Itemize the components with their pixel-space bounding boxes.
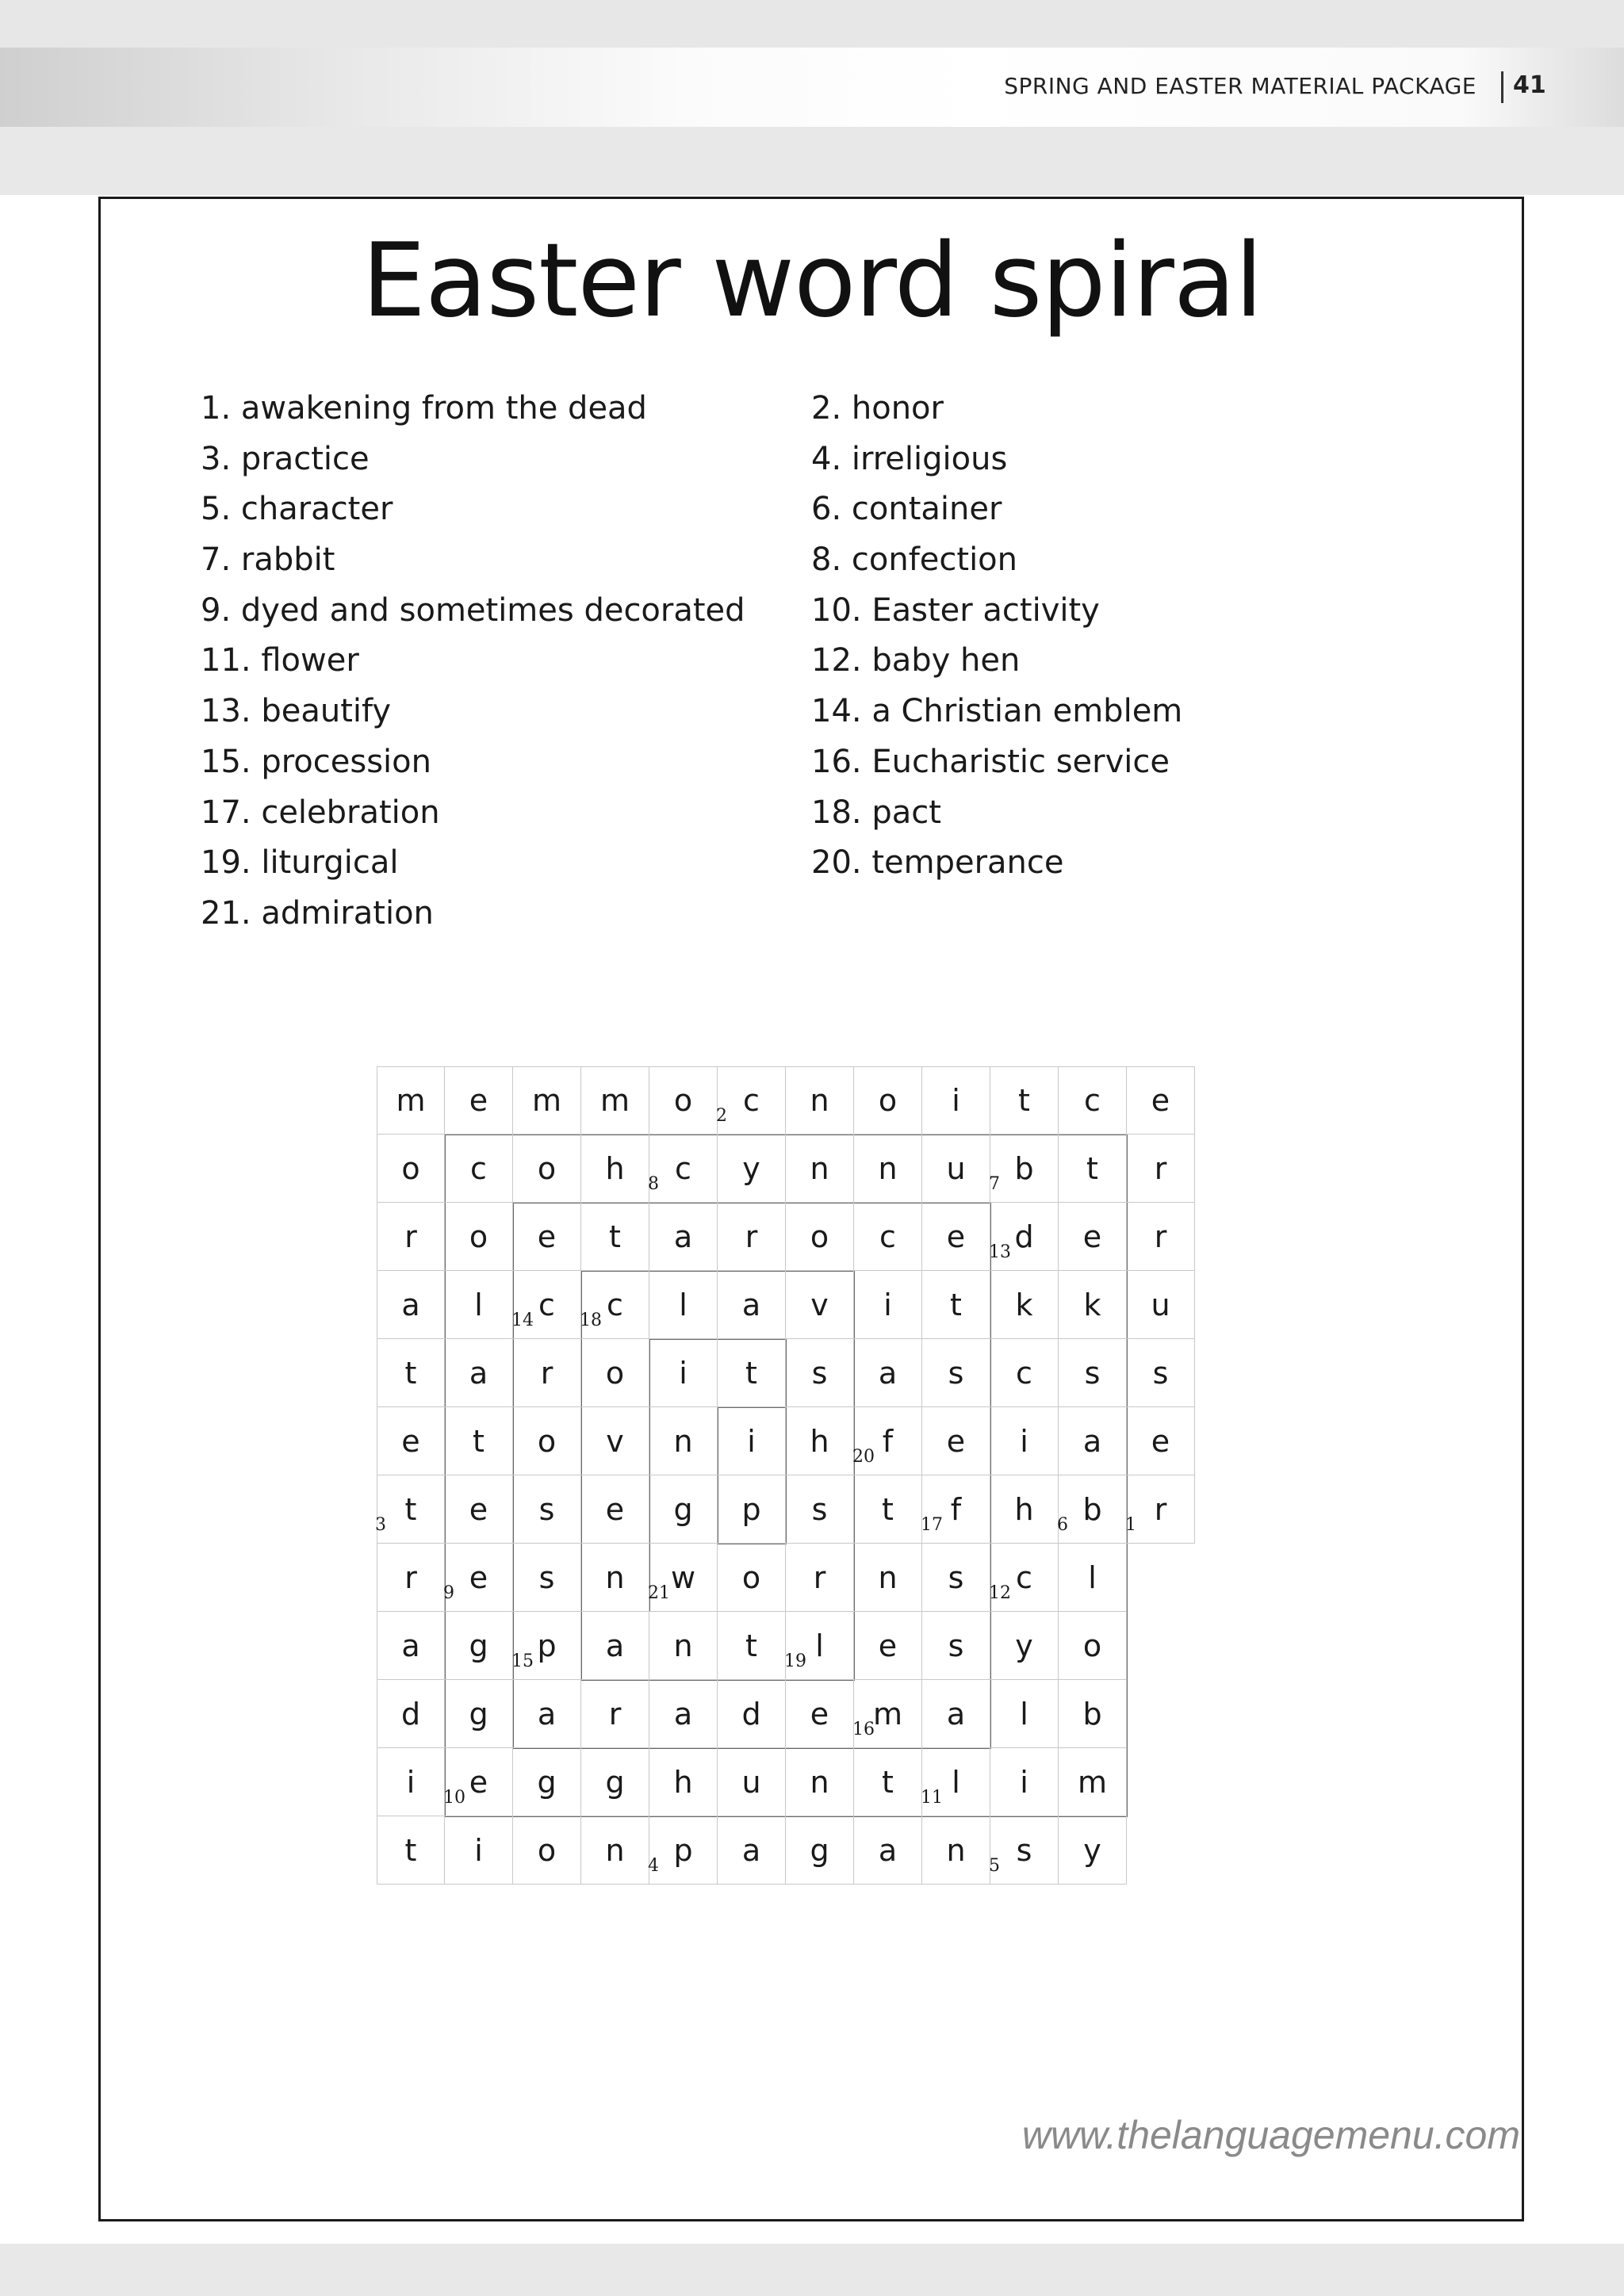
grid-cell: i — [718, 1407, 786, 1475]
grid-cell: c — [649, 1135, 718, 1203]
grid-cell: s — [786, 1339, 854, 1407]
grid-cell: e — [786, 1680, 854, 1748]
grid-cell: e — [922, 1203, 990, 1271]
grid-cell: f — [922, 1475, 990, 1544]
clue-number-marker: 12 — [989, 1583, 1011, 1603]
grid-cell: e — [445, 1748, 513, 1816]
clue-number-marker: 1 — [1125, 1515, 1136, 1535]
grid-cell: h — [649, 1748, 718, 1816]
grid-cell: a — [718, 1816, 786, 1885]
clue-item: 3. practice — [201, 440, 370, 477]
clue-item: 12. baby hen — [811, 642, 1021, 679]
grid-cell: s — [513, 1544, 581, 1612]
grid-cell: l — [922, 1748, 990, 1816]
grid-cell: s — [1059, 1339, 1127, 1407]
top-strip — [0, 0, 1624, 48]
grid-cell: y — [1059, 1816, 1127, 1885]
clue-item: 2. honor — [811, 390, 944, 427]
clue-number-marker: 5 — [989, 1856, 1000, 1876]
grid-cell: n — [786, 1135, 854, 1203]
grid-cell: k — [990, 1271, 1059, 1339]
clue-number-marker: 15 — [511, 1651, 534, 1671]
grid-cell: r — [513, 1339, 581, 1407]
grid-cell: n — [581, 1544, 649, 1612]
clue-number-marker: 18 — [580, 1311, 602, 1330]
grid-cell: m — [1059, 1748, 1127, 1816]
grid-cell: g — [649, 1475, 718, 1544]
grid-cell: i — [854, 1271, 922, 1339]
grid-cell: n — [854, 1135, 922, 1203]
grid-cell: l — [649, 1271, 718, 1339]
grid-cell: r — [1127, 1135, 1195, 1203]
grid-cell: e — [377, 1407, 445, 1475]
grid-cell: o — [786, 1203, 854, 1271]
clue-item: 1. awakening from the dead — [201, 390, 647, 427]
clue-item: 14. a Christian emblem — [811, 693, 1183, 730]
grid-cell: a — [1059, 1407, 1127, 1475]
grid-cell: c — [718, 1066, 786, 1135]
clue-item: 9. dyed and sometimes decorated — [201, 591, 745, 629]
grid-cell: o — [1059, 1612, 1127, 1680]
clue-item: 7. rabbit — [201, 541, 335, 579]
grid-cell: a — [581, 1612, 649, 1680]
grid-cell: m — [854, 1680, 922, 1748]
grid-cell: a — [649, 1680, 718, 1748]
grid-cell: r — [377, 1544, 445, 1612]
clue-item: 17. celebration — [201, 794, 440, 831]
clue-number-marker: 3 — [375, 1515, 386, 1535]
grid-cell: n — [786, 1066, 854, 1135]
grid-cell: n — [922, 1816, 990, 1885]
grid-cell: i — [922, 1066, 990, 1135]
clue-item: 19. liturgical — [201, 844, 399, 882]
grid-cell: o — [445, 1203, 513, 1271]
grid-cell: e — [513, 1203, 581, 1271]
grid-cell: e — [1059, 1203, 1127, 1271]
grid-cell: g — [513, 1748, 581, 1816]
header-title: SPRING AND EASTER MATERIAL PACKAGE — [1004, 73, 1477, 99]
grid-cell: i — [990, 1748, 1059, 1816]
grid-cell: a — [513, 1680, 581, 1748]
grid-cell: r — [377, 1203, 445, 1271]
clue-number-marker: 11 — [921, 1788, 943, 1808]
grid-cell: b — [1059, 1475, 1127, 1544]
grid-cell: n — [786, 1748, 854, 1816]
grid-cell: s — [786, 1475, 854, 1544]
grid-cell: t — [377, 1816, 445, 1885]
grid-cell: l — [990, 1680, 1059, 1748]
clue-number-marker: 13 — [989, 1242, 1011, 1262]
grid-cell: c — [513, 1271, 581, 1339]
clue-number-marker: 7 — [989, 1174, 1000, 1194]
grid-cell: m — [581, 1066, 649, 1135]
grid-cell: l — [786, 1612, 854, 1680]
grid-cell: r — [581, 1680, 649, 1748]
clue-number-marker: 10 — [443, 1788, 465, 1808]
grid-cell: c — [990, 1544, 1059, 1612]
grid-cell: s — [990, 1816, 1059, 1885]
grid-cell: t — [990, 1066, 1059, 1135]
grid-cell: m — [513, 1066, 581, 1135]
footer-band — [0, 2244, 1624, 2296]
grid-cell: a — [922, 1680, 990, 1748]
grid-cell: h — [990, 1475, 1059, 1544]
grid-cell: e — [445, 1544, 513, 1612]
clue-number-marker: 2 — [716, 1106, 727, 1126]
grid-cell: p — [649, 1816, 718, 1885]
clue-list-left — [201, 384, 745, 939]
grid-cell: i — [377, 1748, 445, 1816]
grid-cell: r — [786, 1544, 854, 1612]
grid-cell: p — [513, 1612, 581, 1680]
grid-cell: h — [581, 1135, 649, 1203]
grid-cell: a — [854, 1816, 922, 1885]
clue-item: 4. irreligious — [811, 440, 1008, 477]
grid-cell: o — [513, 1816, 581, 1885]
clue-number-marker: 17 — [921, 1515, 943, 1535]
grid-cell: o — [649, 1066, 718, 1135]
clue-number-marker: 14 — [511, 1311, 534, 1330]
grid-cell: v — [581, 1407, 649, 1475]
grid-cell: t — [377, 1339, 445, 1407]
clue-item: 18. pact — [811, 794, 941, 831]
grid-cell: u — [922, 1135, 990, 1203]
grid-cell: c — [1059, 1066, 1127, 1135]
clue-item: 15. procession — [201, 743, 431, 780]
grid-cell: c — [854, 1203, 922, 1271]
grid-cell: c — [581, 1271, 649, 1339]
grid-cell: g — [786, 1816, 854, 1885]
grid-cell: s — [1127, 1339, 1195, 1407]
grid-cell: a — [445, 1339, 513, 1407]
grid-cell: d — [718, 1680, 786, 1748]
grid-cell: o — [854, 1066, 922, 1135]
grid-cell: d — [377, 1680, 445, 1748]
clue-item: 8. confection — [811, 541, 1017, 579]
grid-cell: n — [649, 1612, 718, 1680]
grid-cell: e — [445, 1475, 513, 1544]
grid-cell: t — [922, 1271, 990, 1339]
grid-cell: c — [990, 1339, 1059, 1407]
grid-cell: l — [1059, 1544, 1127, 1612]
grid-cell: e — [1127, 1407, 1195, 1475]
clue-number-marker: 8 — [648, 1174, 659, 1194]
clue-number-marker: 21 — [648, 1583, 670, 1603]
grid-cell: n — [649, 1407, 718, 1475]
grid-cell: u — [718, 1748, 786, 1816]
grid-cell: o — [513, 1135, 581, 1203]
grid-cell: a — [649, 1203, 718, 1271]
grid-cell: a — [377, 1612, 445, 1680]
grid-cell: e — [922, 1407, 990, 1475]
grid-cell: e — [1127, 1066, 1195, 1135]
grid-cell: o — [581, 1339, 649, 1407]
grid-cell: h — [786, 1407, 854, 1475]
grid-cell: e — [445, 1066, 513, 1135]
grid-cell: t — [445, 1407, 513, 1475]
grid-cell: y — [718, 1135, 786, 1203]
clue-number-marker: 16 — [852, 1720, 875, 1739]
page-number: 41 — [1513, 71, 1546, 99]
grid-cell: f — [854, 1407, 922, 1475]
clue-item: 11. flower — [201, 642, 359, 679]
grid-cell: y — [990, 1612, 1059, 1680]
grid-cell: b — [990, 1135, 1059, 1203]
grid-cell: d — [990, 1203, 1059, 1271]
grid-cell: t — [854, 1475, 922, 1544]
grid-cell: t — [854, 1748, 922, 1816]
grid-cell: o — [718, 1544, 786, 1612]
grid-cell: g — [581, 1748, 649, 1816]
header-divider — [1501, 71, 1503, 103]
clue-number-marker: 20 — [852, 1447, 875, 1467]
grid-cell: t — [377, 1475, 445, 1544]
grid-cell: m — [377, 1066, 445, 1135]
grid-cell: i — [445, 1816, 513, 1885]
clue-item: 21. admiration — [201, 894, 434, 932]
grid-cell: a — [854, 1339, 922, 1407]
grid-cell: n — [581, 1816, 649, 1885]
grid-cell: s — [922, 1544, 990, 1612]
grid-cell: t — [1059, 1135, 1127, 1203]
grid-cell: l — [445, 1271, 513, 1339]
grid-cell: s — [922, 1339, 990, 1407]
website-url[interactable]: www.thelanguagemenu.com — [1021, 2113, 1520, 2157]
clue-item: 20. temperance — [811, 844, 1064, 882]
page-title: Easter word spiral — [362, 222, 1262, 340]
grid-cell: i — [649, 1339, 718, 1407]
grid-cell: o — [377, 1135, 445, 1203]
clue-number-marker: 19 — [784, 1651, 806, 1671]
grid-cell: w — [649, 1544, 718, 1612]
clue-item: 10. Easter activity — [811, 591, 1100, 629]
clue-item: 6. container — [811, 491, 1002, 528]
grid-cell: c — [445, 1135, 513, 1203]
grid-cell: r — [1127, 1203, 1195, 1271]
grid-cell: u — [1127, 1271, 1195, 1339]
grid-cell: r — [718, 1203, 786, 1271]
grid-cell: g — [445, 1612, 513, 1680]
clue-item: 13. beautify — [201, 693, 392, 730]
grid-cell: n — [854, 1544, 922, 1612]
clue-item: 5. character — [201, 491, 393, 528]
header-sub-band — [0, 127, 1624, 195]
grid-cell: e — [581, 1475, 649, 1544]
grid-cell: t — [718, 1339, 786, 1407]
grid-cell: t — [581, 1203, 649, 1271]
word-spiral-grid — [377, 1066, 1193, 1887]
grid-cell: p — [718, 1475, 786, 1544]
clue-number-marker: 9 — [443, 1583, 454, 1603]
clue-list-right — [811, 384, 1182, 889]
grid-cell: k — [1059, 1271, 1127, 1339]
grid-cell: s — [922, 1612, 990, 1680]
clue-item: 16. Eucharistic service — [811, 743, 1170, 780]
grid-cell: o — [513, 1407, 581, 1475]
grid-cell: b — [1059, 1680, 1127, 1748]
grid-cell: i — [990, 1407, 1059, 1475]
grid-cell: e — [854, 1612, 922, 1680]
grid-cell: a — [377, 1271, 445, 1339]
clue-number-marker: 6 — [1057, 1515, 1068, 1535]
grid-cell: g — [445, 1680, 513, 1748]
grid-cell: a — [718, 1271, 786, 1339]
grid-cell: t — [718, 1612, 786, 1680]
grid-cell: v — [786, 1271, 854, 1339]
clue-number-marker: 4 — [648, 1856, 659, 1876]
grid-cell: r — [1127, 1475, 1195, 1544]
grid-cell: s — [513, 1475, 581, 1544]
